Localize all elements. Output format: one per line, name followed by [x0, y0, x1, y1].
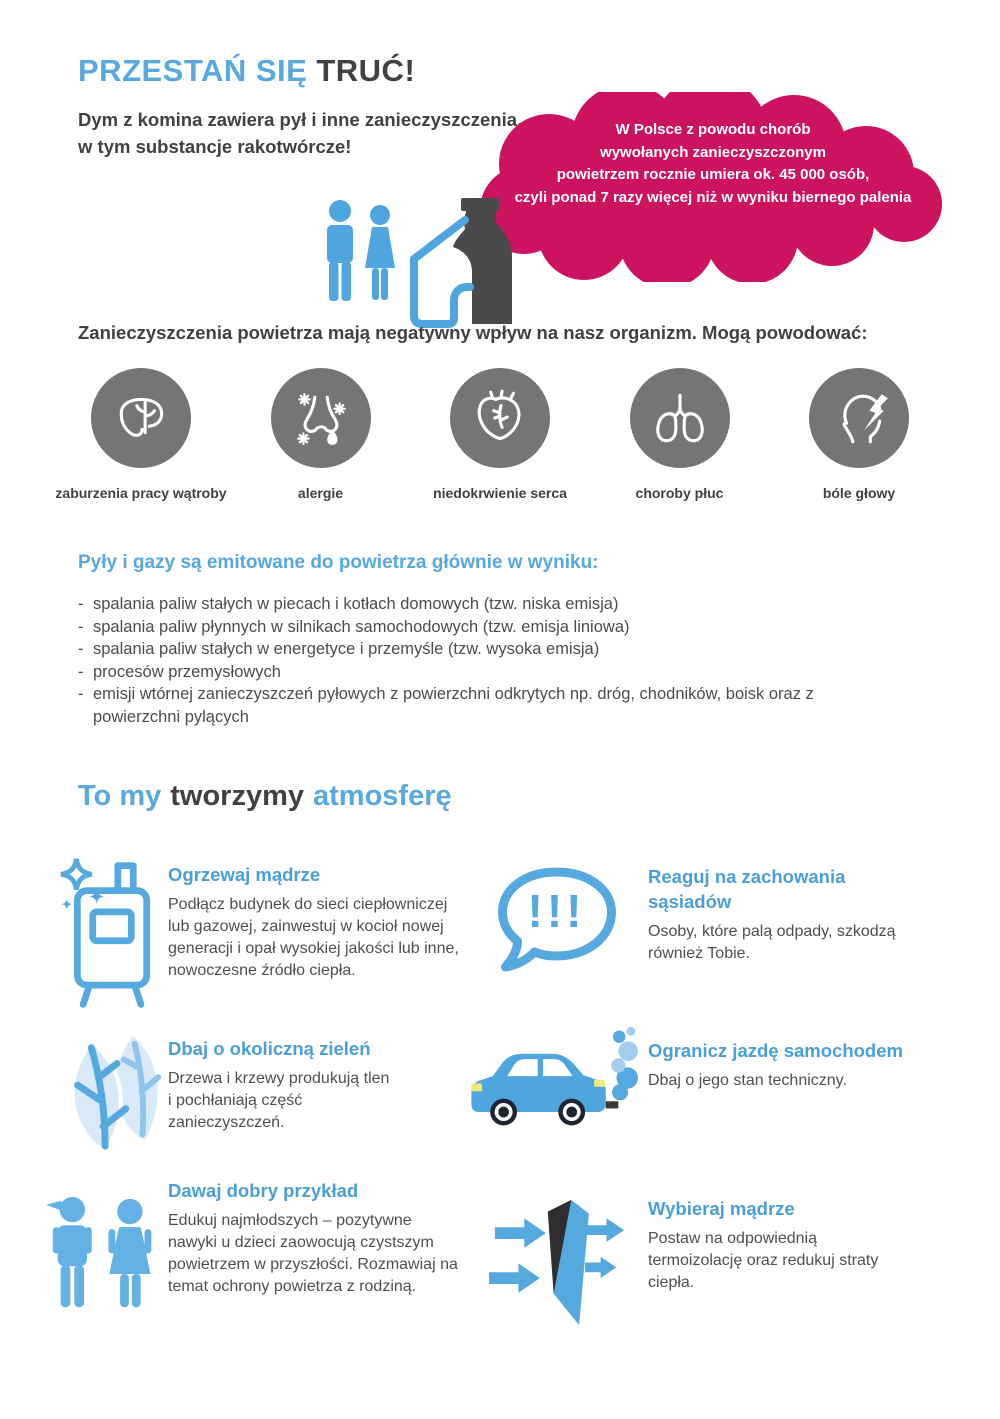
effect-label: alergie	[297, 485, 344, 501]
effect-label: niedokrwienie serca	[433, 485, 567, 501]
bullet-dash: -	[78, 595, 84, 613]
source-item: - spalania paliw płynnych w silnikach samochodowych (tzw. emisja liniowa)	[78, 616, 823, 639]
tip-title: Ogranicz jazdę samochodem	[648, 1040, 903, 1061]
effect-label: bóle głowy	[822, 485, 896, 501]
bullet-dash: -	[78, 617, 84, 636]
heart-icon	[450, 368, 550, 468]
cloud-line-4: czyli ponad 7 razy więcej niż w wyniku biernego palenia	[514, 188, 912, 206]
family-house-illustration	[315, 196, 527, 331]
allergy-nose-icon	[271, 368, 371, 468]
speech-bubble-icon	[494, 866, 620, 978]
tip-body: Osoby, które palą odpady, szkodzą również Tobie.	[648, 923, 896, 962]
bullet-dash: -	[78, 662, 84, 681]
svg-text:!!!: !!!	[527, 885, 586, 937]
man-figure-icon	[327, 200, 353, 301]
tip-limit-driving	[648, 1038, 958, 1092]
boy-figure-icon	[46, 1197, 92, 1307]
source-item: - spalania paliw stałych w piecach i kotłach domowych (tzw. niska emisja)	[78, 593, 823, 616]
family-house-icon	[315, 196, 527, 331]
tip-title: Wybieraj mądrze	[648, 1198, 795, 1219]
tip-body: Drzewa i krzewy produkują tlen i pochłaniają część zanieczyszczeń.	[168, 1070, 390, 1131]
liver-icon	[91, 368, 191, 468]
emission-sources-section	[78, 552, 823, 728]
cloud-statistic-text	[480, 119, 946, 209]
cloud-line-2: wywołanych zanieczyszczonym	[600, 143, 826, 161]
woman-figure-icon	[365, 205, 395, 300]
atmo-part-3: atmosferę	[313, 780, 452, 812]
subtitle-line-1: Dym z komina zawiera pył i inne zanieczyszczenia,	[78, 109, 523, 130]
tip-body: Postaw na odpowiednią termoizolację oraz redukuj straty ciepła.	[648, 1230, 879, 1291]
title-blue-part: PRZESTAŃ SIĘ	[78, 53, 308, 88]
effect-lungs	[594, 368, 766, 501]
atmo-part-1: To my	[78, 780, 162, 812]
boiler-icon	[60, 850, 166, 1018]
source-item: - spalania paliw stałych w energetyce i przemyśle (tzw. wysoka emisja)	[78, 638, 823, 661]
subtitle-line-2: w tym substancje rakotwórcze!	[78, 136, 352, 157]
house-chimney-icon	[414, 198, 512, 324]
effect-allergy	[235, 368, 407, 501]
leaves-icon	[50, 1030, 176, 1158]
tip-body: Podłącz budynek do sieci ciepłowniczej lub gazowej, zainwestuj w kocioł nowej generacji i opał wysokiej jakości lub inne, nowoczesne źródło ciepła.	[168, 896, 459, 979]
source-item: - procesów przemysłowych	[78, 661, 823, 684]
headache-icon	[809, 368, 909, 468]
tip-title: Reaguj na zachowania sąsiadów	[648, 866, 846, 912]
car-exhaust-icon	[463, 1026, 641, 1138]
tip-react-neighbors	[648, 864, 948, 965]
tip-good-example	[168, 1178, 464, 1298]
atmo-part-2: tworzymy	[170, 780, 305, 812]
girl-figure-icon	[108, 1199, 151, 1307]
effects-heading: Zanieczyszczenia powietrza mają negatywny wpływ na nasz organizm. Mogą powodować:	[78, 322, 868, 343]
cloud-line-3: powietrzem rocznie umiera ok. 45 000 osób,	[556, 166, 870, 183]
effect-heart	[414, 368, 586, 501]
tip-body: Edukuj najmłodszych – pozytywne nawyki u dzieci zaowocują czystszym powietrzem w przyszłości. Rozmawiaj na temat ochrony powietrza z rodziną.	[168, 1212, 458, 1295]
title-dark-part: TRUĆ!	[316, 53, 416, 88]
bullet-dash: -	[78, 640, 84, 658]
tip-body: Dbaj o jego stan techniczny.	[648, 1072, 847, 1089]
effects-row	[55, 368, 945, 501]
cloud-line-1: W Polsce z powodu chorób	[615, 121, 811, 138]
atmosphere-heading	[78, 780, 461, 813]
source-item: - emisji wtórnej zanieczyszczeń pyłowych z powierzchni odkrytych np. dróg, chodników, boisk oraz z powierzchni pylących	[78, 683, 823, 728]
tip-title: Ogrzewaj mądrze	[168, 864, 321, 885]
page-title	[78, 53, 415, 89]
tip-title: Dawaj dobry przykład	[168, 1180, 359, 1201]
children-icon	[44, 1188, 166, 1320]
tip-title: Dbaj o okoliczną zieleń	[168, 1038, 371, 1059]
tip-choose-wisely	[648, 1196, 892, 1294]
effect-label: zaburzenia pracy wątroby	[55, 485, 227, 501]
tip-care-greenery	[168, 1036, 396, 1134]
bullet-dash: -	[78, 685, 84, 703]
effect-headache	[773, 368, 945, 501]
tip-heat-smart	[168, 862, 460, 982]
sources-heading: Pyły i gazy są emitowane do powietrza głównie w wyniku:	[78, 552, 599, 573]
lungs-icon	[630, 368, 730, 468]
effect-liver	[55, 368, 227, 501]
smoke-cloud	[452, 92, 952, 282]
insulation-door-icon	[489, 1192, 631, 1329]
effect-label: choroby płuc	[635, 485, 724, 501]
